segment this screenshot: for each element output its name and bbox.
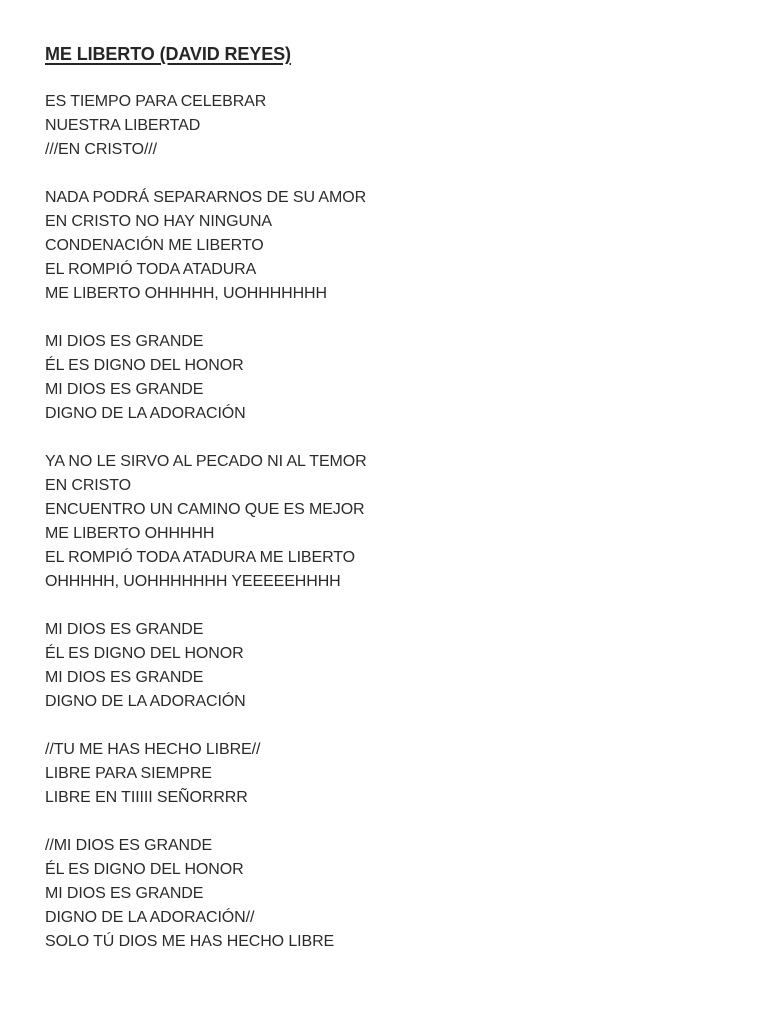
lyric-line: DIGNO DE LA ADORACIÓN xyxy=(45,693,246,710)
lyric-line: EN CRISTO NO HAY NINGUNA xyxy=(45,213,272,230)
stanza-bridge xyxy=(45,738,728,810)
lyric-line: DIGNO DE LA ADORACIÓN// xyxy=(45,909,255,926)
lyric-line: ÉL ES DIGNO DEL HONOR xyxy=(45,357,244,374)
lyric-line: MI DIOS ES GRANDE xyxy=(45,621,204,638)
stanza-chorus-1 xyxy=(45,330,728,426)
lyric-line: ME LIBERTO OHHHHH xyxy=(45,525,215,542)
lyric-line: SOLO TÚ DIOS ME HAS HECHO LIBRE xyxy=(45,933,335,950)
lyric-line: ES TIEMPO PARA CELEBRAR xyxy=(45,93,267,110)
lyric-line: MI DIOS ES GRANDE xyxy=(45,333,204,350)
lyric-line: NUESTRA LIBERTAD xyxy=(45,117,201,134)
lyric-line: EN CRISTO xyxy=(45,477,131,494)
lyric-line: ÉL ES DIGNO DEL HONOR xyxy=(45,861,244,878)
lyric-line: //TU ME HAS HECHO LIBRE// xyxy=(45,741,261,758)
lyric-line: LIBRE PARA SIEMPRE xyxy=(45,765,212,782)
lyric-line: DIGNO DE LA ADORACIÓN xyxy=(45,405,246,422)
stanza-chorus-2 xyxy=(45,618,728,714)
lyric-line: ME LIBERTO OHHHHH, UOHHHHHHH xyxy=(45,285,327,302)
lyric-line: LIBRE EN TIIIII SEÑORRRR xyxy=(45,789,248,806)
lyric-line: ///EN CRISTO/// xyxy=(45,141,158,158)
stanza-final-chorus xyxy=(45,834,728,954)
stanza-verse-2 xyxy=(45,450,728,594)
lyric-line: MI DIOS ES GRANDE xyxy=(45,669,204,686)
lyric-line: ENCUENTRO UN CAMINO QUE ES MEJOR xyxy=(45,501,365,518)
lyric-line: EL ROMPIÓ TODA ATADURA xyxy=(45,261,257,278)
lyric-line: CONDENACIÓN ME LIBERTO xyxy=(45,237,264,254)
stanza-verse-1 xyxy=(45,186,728,306)
lyric-line: MI DIOS ES GRANDE xyxy=(45,381,204,398)
lyric-line: //MI DIOS ES GRANDE xyxy=(45,837,213,854)
lyric-line: YA NO LE SIRVO AL PECADO NI AL TEMOR xyxy=(45,453,367,470)
page-title: ME LIBERTO (DAVID REYES) xyxy=(45,44,291,64)
stanza-intro xyxy=(45,90,728,162)
lyric-line: MI DIOS ES GRANDE xyxy=(45,885,204,902)
lyric-line: EL ROMPIÓ TODA ATADURA ME LIBERTO xyxy=(45,549,355,566)
lyric-line: NADA PODRÁ SEPARARNOS DE SU AMOR xyxy=(45,189,367,206)
lyric-line: OHHHHH, UOHHHHHHH YEEEEEHHHH xyxy=(45,573,341,590)
lyric-line: ÉL ES DIGNO DEL HONOR xyxy=(45,645,244,662)
